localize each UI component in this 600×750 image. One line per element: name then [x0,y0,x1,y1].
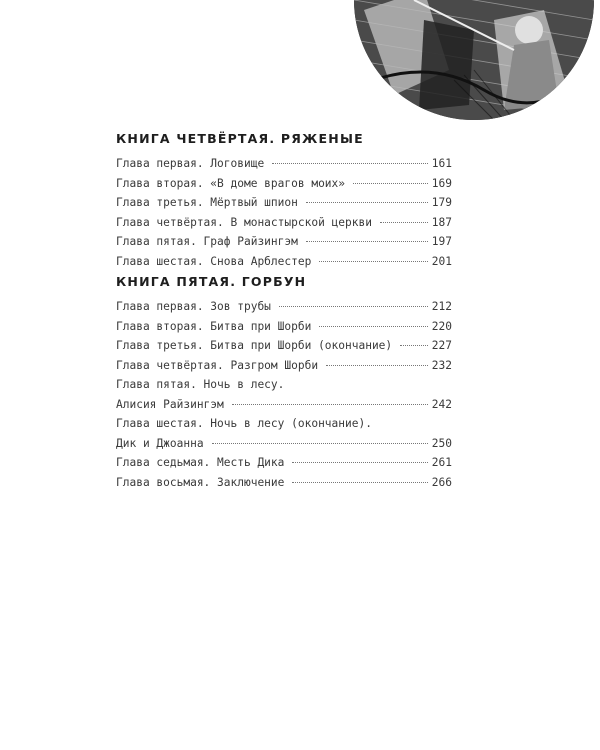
toc-entry[interactable] [116,216,452,236]
page-number: 266 [431,475,452,489]
toc-entry[interactable] [116,320,452,340]
page-number: 201 [431,254,452,268]
page-number: 261 [431,456,452,469]
chapter-title: Глава шестая. Снова Арблестер [116,254,312,268]
chapter-title: Глава третья. Битва при Шорби (окончание) [116,339,393,352]
chapter-title: Глава седьмая. Месть Дика [116,456,285,469]
dot-leader [400,345,428,346]
toc-entry[interactable] [116,359,452,379]
page-number: 232 [431,358,452,372]
dot-leader [292,462,427,463]
chapter-title: Глава восьмая. Заключение [116,475,285,489]
page-number: 227 [431,339,452,352]
chapter-title: Дик и Джоанна [116,436,204,450]
toc-entry[interactable] [116,300,452,320]
page-number: 197 [431,235,452,248]
dot-leader [272,163,428,164]
dot-leader [380,222,428,223]
page-number: 212 [431,300,452,313]
toc-entry[interactable] [116,339,452,359]
dot-leader [212,443,428,444]
dot-leader [319,261,427,262]
chapter-title: Глава первая. Зов трубы [116,300,271,313]
chapter-title: Глава пятая. Граф Райзингэм [116,235,298,248]
book-five-section [116,274,452,495]
chapter-title: Глава четвёртая. Разгром Шорби [116,358,319,372]
chapter-title: Глава третья. Мёртвый шпион [116,196,298,209]
book-four-title: КНИГА ЧЕТВЁРТАЯ. РЯЖЕНЫЕ [116,131,364,146]
page-number: 187 [431,215,452,229]
chapter-title: Глава вторая. Битва при Шорби [116,319,312,333]
toc-entry[interactable] [116,378,452,398]
page-number: 242 [431,397,452,411]
toc-entry[interactable] [116,456,452,476]
dot-leader [232,404,428,405]
toc-entry[interactable] [116,157,452,177]
toc-entry[interactable] [116,476,452,496]
toc-entry[interactable] [116,255,452,275]
page-number: 161 [431,157,452,170]
toc-entry[interactable] [116,437,452,457]
page-number: 179 [431,196,452,209]
chapter-title: Алисия Райзингэм [116,397,224,411]
dot-leader [353,183,428,184]
dot-leader [306,202,428,203]
dot-leader [306,241,428,242]
toc-entry[interactable] [116,398,452,418]
page-number: 220 [431,319,452,333]
dot-leader [292,482,427,483]
chapter-title: Глава четвёртая. В монастырской церкви [116,215,372,229]
toc-entry[interactable] [116,235,452,255]
toc-entry[interactable] [116,196,452,216]
toc-entry[interactable] [116,417,452,437]
book-four-section [116,131,452,274]
page-number: 169 [431,176,452,190]
chapter-title: Глава пятая. Ночь в лесу. [116,378,285,391]
chapter-title: Глава первая. Логовище [116,157,265,170]
chapter-title: Глава вторая. «В доме врагов моих» [116,176,346,190]
dot-leader [319,326,427,327]
book-five-title: КНИГА ПЯТАЯ. ГОРБУН [116,274,307,289]
engraving-illustration-icon [354,0,594,120]
toc-entry[interactable] [116,177,452,197]
chapter-title: Глава шестая. Ночь в лесу (окончание). [116,417,372,430]
dot-leader [279,306,428,307]
dot-leader [326,365,428,366]
page-number: 250 [431,436,452,450]
